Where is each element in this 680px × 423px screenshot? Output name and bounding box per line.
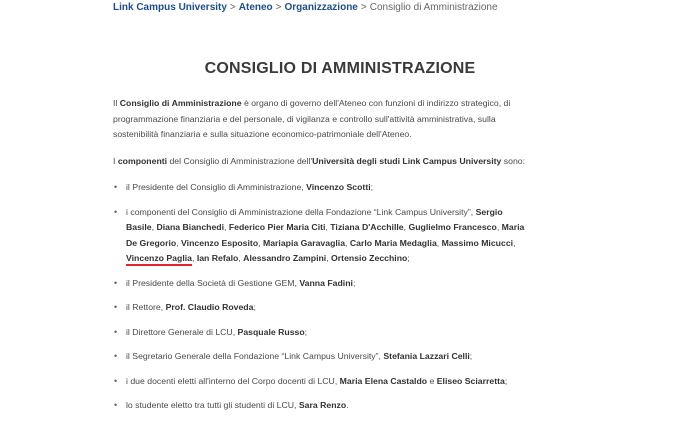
punctuation: , xyxy=(325,222,331,232)
punctuation: ; xyxy=(407,253,410,263)
members-intro-text: del Consiglio di Amministrazione dell' xyxy=(167,155,313,166)
member-role: i componenti del Consiglio di Amministrazione della Fondazione “Link Campus University”, xyxy=(126,206,476,217)
punctuation: , xyxy=(436,237,442,248)
punctuation: ; xyxy=(370,182,374,192)
member-name: Pasquale Russo xyxy=(237,326,305,337)
member-name: Mariapia Garavaglia xyxy=(262,237,346,248)
list-item xyxy=(113,300,533,316)
breadcrumb-link-home[interactable]: Link Campus University xyxy=(113,2,227,13)
list-item xyxy=(113,349,533,365)
member-role: lo studente eletto tra tutti gli studenti di LCU, xyxy=(126,400,299,410)
breadcrumb-link-organizzazione[interactable]: Organizzazione xyxy=(284,2,358,13)
intro-bold: Consiglio di Amministrazione xyxy=(119,98,242,108)
members-list xyxy=(113,180,533,414)
member-name: Sara Renzo xyxy=(298,400,347,410)
member-role: i due docenti eletti all'interno del Corpo docenti di LCU, xyxy=(126,375,340,386)
punctuation: , xyxy=(326,253,332,263)
members-intro-text: I xyxy=(113,155,118,166)
members-intro-paragraph xyxy=(113,154,533,170)
university-name: Università degli studi Link Campus University xyxy=(312,155,502,166)
list-item xyxy=(113,276,533,292)
member-name: Maria De Gregorio xyxy=(126,222,525,248)
member-name: Ortensio Zecchino xyxy=(331,253,408,263)
punctuation: . xyxy=(346,400,349,410)
breadcrumb xyxy=(113,1,498,14)
punctuation: , xyxy=(513,237,516,248)
member-name: Carlo Maria Medaglia xyxy=(349,237,437,248)
breadcrumb-separator: > xyxy=(360,2,367,13)
member-role: il Segretario Generale della Fondazione “Link Campus University”, xyxy=(126,351,384,361)
member-name: Guglielmo Francesco xyxy=(408,222,497,232)
punctuation: , xyxy=(258,237,263,248)
member-name: Vincenzo Esposito xyxy=(181,237,259,248)
member-name: Maria Elena Castaldo xyxy=(339,375,428,386)
list-item xyxy=(113,205,533,267)
page-title: CONSIGLIO DI AMMINISTRAZIONE xyxy=(204,60,476,77)
punctuation: , xyxy=(191,253,197,263)
list-item xyxy=(113,180,533,196)
member-name: Vincenzo Scotti xyxy=(306,182,371,192)
punctuation: ; xyxy=(253,302,256,312)
main-content xyxy=(113,96,533,423)
member-name: Vanna Fadini xyxy=(299,277,353,288)
list-item xyxy=(113,398,533,414)
list-item xyxy=(113,374,533,390)
member-role: il Direttore Generale di LCU, xyxy=(126,326,238,337)
member-name-highlighted: Vincenzo Paglia xyxy=(126,253,192,266)
member-role: il Presidente della Società di Gestione GEM, xyxy=(126,277,300,288)
intro-text: Il xyxy=(113,98,120,108)
member-name: Massimo Micucci xyxy=(441,237,514,248)
intro-paragraph xyxy=(113,96,533,143)
punctuation: , xyxy=(403,222,409,232)
punctuation: , xyxy=(238,253,244,263)
breadcrumb-separator: > xyxy=(275,2,282,13)
intro-text: è organo di governo dell'Ateneo con funzioni di indirizzo strategico, di programmazione finanziaria e del personale, di vigilanza e controllo sull'attività amministrativa, sulla sostenibilità finanziaria e sulla situazione economico-patrimoniale dell'Ateneo. xyxy=(113,98,511,139)
member-name: Federico Pier Maria Citi xyxy=(228,222,326,232)
member-name: Stefania Lazzari Celli xyxy=(383,351,470,361)
member-name: Prof. Claudio Roveda xyxy=(165,302,254,312)
conjunction: e xyxy=(427,375,437,386)
punctuation: , xyxy=(151,222,157,232)
member-role: il Rettore, xyxy=(126,302,166,312)
member-name: Sergio Basile xyxy=(126,206,503,232)
breadcrumb-current: Consiglio di Amministrazione xyxy=(369,2,498,13)
breadcrumb-separator: > xyxy=(229,2,236,13)
member-name: Eliseo Sciarretta xyxy=(436,375,505,386)
punctuation: ; xyxy=(352,277,356,288)
member-role: il Presidente del Consiglio di Amministrazione, xyxy=(126,182,307,192)
punctuation: , xyxy=(496,222,502,232)
punctuation: ; xyxy=(469,351,473,361)
members-intro-bold: componenti xyxy=(117,155,168,166)
member-name: Tiziana D'Acchille xyxy=(330,222,404,232)
punctuation: , xyxy=(176,237,182,248)
list-item xyxy=(113,325,533,341)
punctuation: ; xyxy=(504,375,508,386)
punctuation: ; xyxy=(304,326,308,337)
punctuation: , xyxy=(224,222,229,232)
members-intro-text: sono: xyxy=(501,155,526,166)
member-name: Ian Refalo xyxy=(196,253,239,263)
breadcrumb-link-ateneo[interactable]: Ateneo xyxy=(238,2,273,13)
member-name: Alessandro Zampini xyxy=(243,253,327,263)
member-name: Diana Bianchedi xyxy=(156,222,225,232)
punctuation: , xyxy=(345,237,350,248)
